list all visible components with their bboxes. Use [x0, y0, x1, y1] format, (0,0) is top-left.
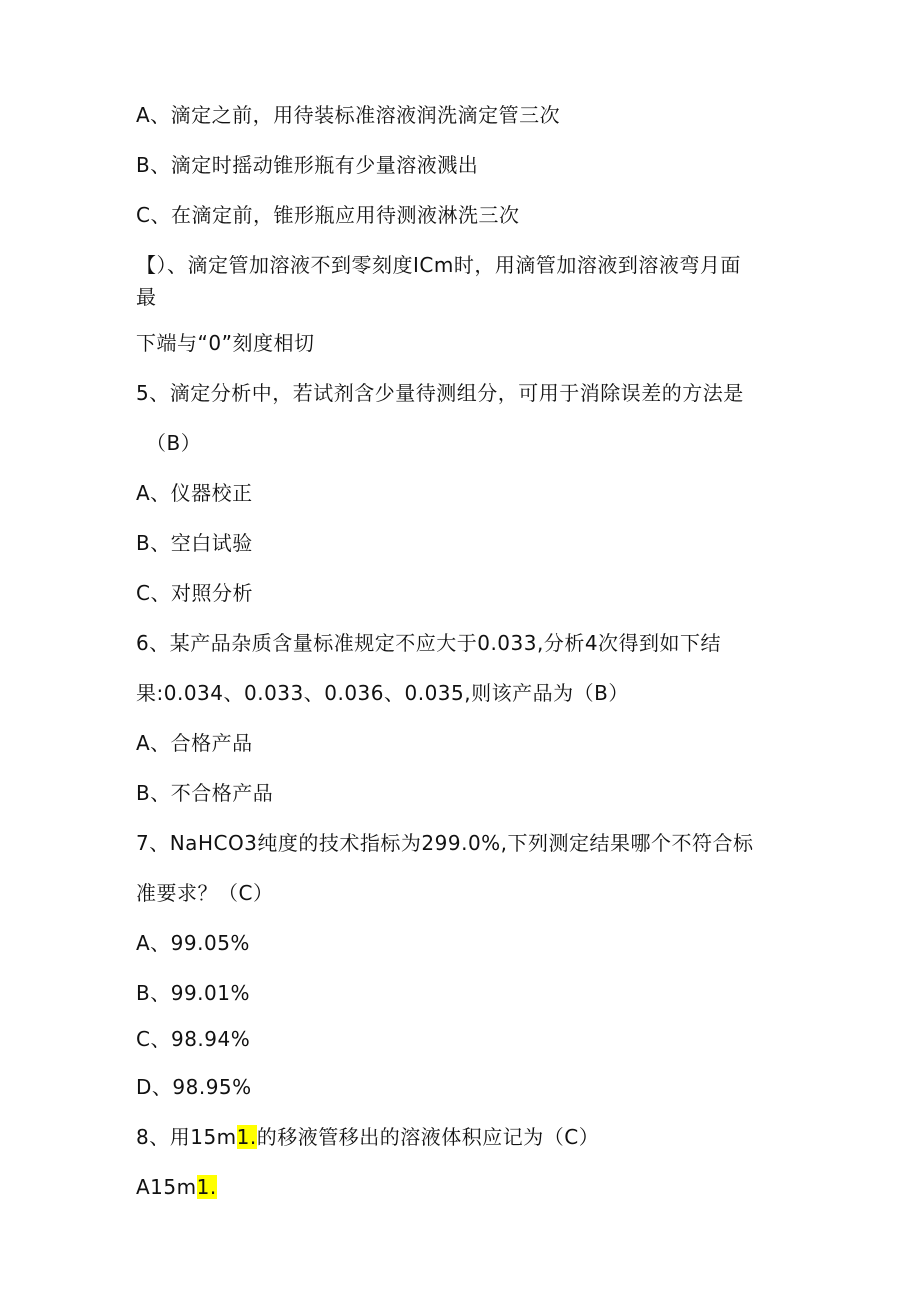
question-6-continued: 果:0.034、0.033、0.036、0.035,则该产品为（B）	[136, 681, 629, 705]
q5-option-b: B、空白试验	[136, 531, 253, 555]
question-8	[136, 1124, 599, 1150]
question-7: 7、NaHCO3纯度的技术指标为299.0%,下列测定结果哪个不符合标	[136, 831, 754, 855]
option-b-splash: B、滴定时摇动锥形瓶有少量溶液溅出	[136, 153, 479, 177]
option-d-zero-mark: 【）、滴定管加溶液不到零刻度ICm时，用滴管加溶液到溶液弯月面	[136, 253, 741, 277]
q6-option-b: B、不合格产品	[136, 781, 274, 805]
question-6: 6、某产品杂质含量标准规定不应大于0.033,分析4次得到如下结	[136, 631, 722, 655]
q8-option-a-text: A15m	[136, 1175, 197, 1199]
question-7-continued: 准要求？（C）	[136, 881, 274, 905]
q7-option-a: A、99.05%	[136, 931, 250, 955]
q8-highlight: 1.	[236, 1125, 257, 1149]
option-a-rinse-burette: A、滴定之前，用待装标准溶液润洗滴定管三次	[136, 103, 561, 127]
q8-option-a	[136, 1174, 217, 1200]
q8-text-before: 8、用15m	[136, 1125, 237, 1149]
option-c-rinse-flask: C、在滴定前，锥形瓶应用待测液淋洗三次	[136, 203, 520, 227]
question-5-answer: （B）	[146, 431, 202, 455]
q7-option-d: D、98.95%	[136, 1075, 252, 1099]
option-d-continued: 最	[136, 285, 157, 309]
q7-option-b: B、99.01%	[136, 981, 250, 1005]
q8-option-a-highlight: 1.	[196, 1175, 217, 1199]
question-5: 5、滴定分析中，若试剂含少量待测组分，可用于消除误差的方法是	[136, 381, 744, 405]
option-d-end: 下端与“0”刻度相切	[136, 331, 315, 355]
q8-text-after: 的移液管移出的溶液体积应记为（C）	[256, 1125, 600, 1149]
q5-option-a: A、仪器校正	[136, 481, 253, 505]
q6-option-a: A、合格产品	[136, 731, 253, 755]
q7-option-c: C、98.94%	[136, 1027, 251, 1051]
q5-option-c: C、对照分析	[136, 581, 253, 605]
